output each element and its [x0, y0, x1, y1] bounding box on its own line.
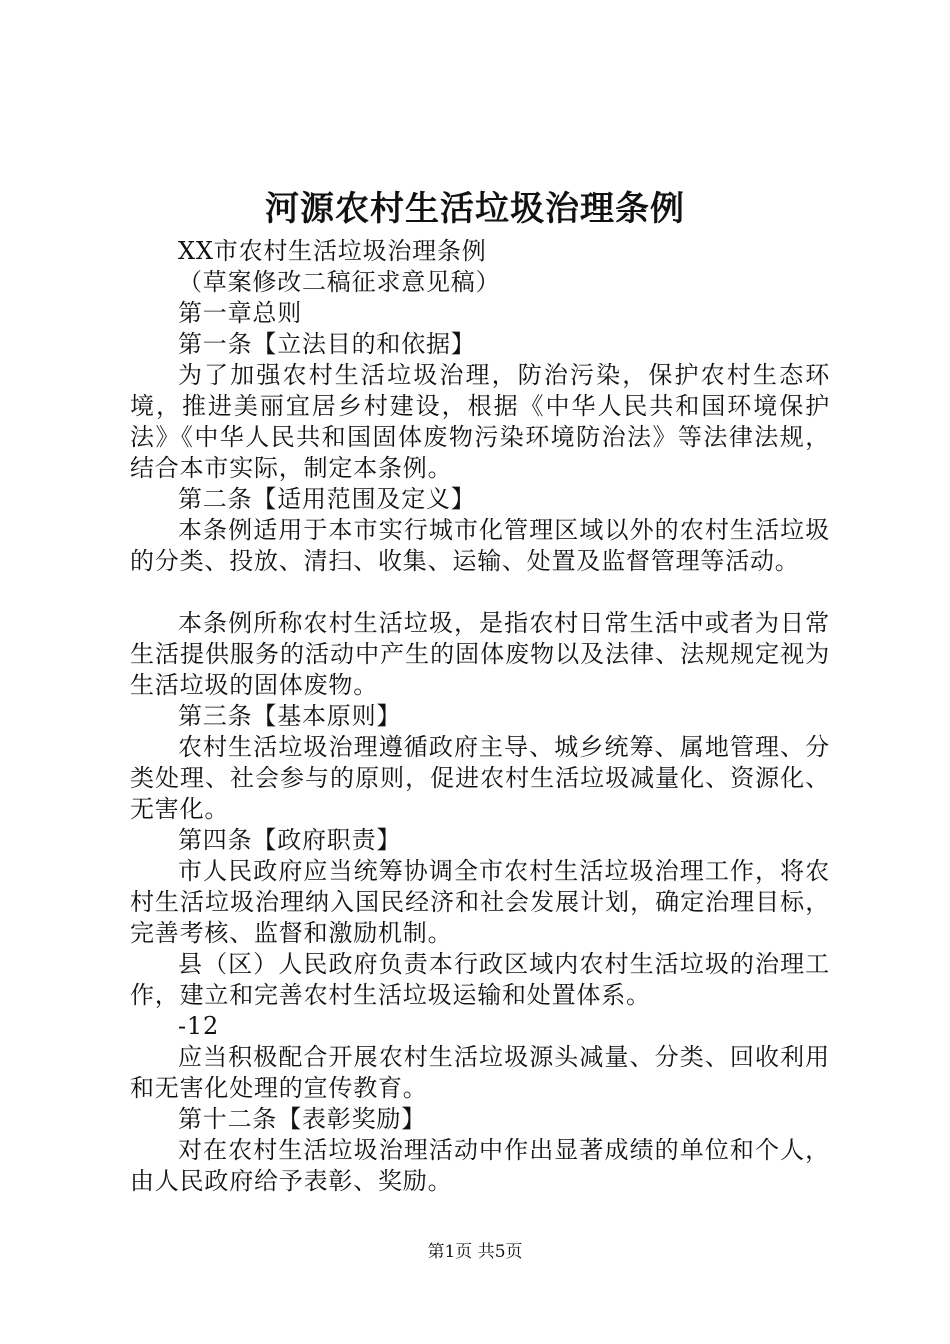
- document-body: [130, 236, 830, 1197]
- article-text: 本条例所称农村生活垃圾，是指农村日常生活中或者为日常生活提供服务的活动中产生的固体废物以及法律、法规规定视为生活垃圾的固体废物。: [130, 609, 830, 699]
- article-heading: 第三条【基本原则】: [178, 702, 402, 730]
- article-text: 县（区）人民政府负责本行政区域内农村生活垃圾的治理工作，建立和完善农村生活垃圾运输和处置体系。: [130, 950, 830, 1009]
- article-heading: 第四条【政府职责】: [178, 826, 402, 854]
- article-text: 应当积极配合开展农村生活垃圾源头减量、分类、回收利用和无害化处理的宣传教育。: [130, 1043, 830, 1102]
- chapter-heading: 第一章总则: [178, 299, 302, 327]
- article-heading: 第一条【立法目的和依据】: [178, 330, 476, 358]
- paragraph-spacer: [130, 577, 830, 608]
- article-heading: 第二条【适用范围及定义】: [178, 485, 476, 513]
- page-fragment-marker: -12: [178, 1012, 220, 1040]
- article-heading: 第十二条【表彰奖励】: [178, 1105, 426, 1133]
- article-text: 为了加强农村生活垃圾治理，防治污染，保护农村生态环境，推进美丽宜居乡村建设，根据《中华人民共和国环境保护法》《中华人民共和国固体废物污染环境防治法》等法律法规，结合本市实际，制定本条例。: [130, 361, 830, 482]
- paragraph-draft-note: （草案修改二稿征求意见稿）: [178, 268, 501, 296]
- paragraph-city-regulation-name: XX市农村生活垃圾治理条例: [178, 237, 487, 265]
- article-text: 本条例适用于本市实行城市化管理区域以外的农村生活垃圾的分类、投放、清扫、收集、运输、处置及监督管理等活动。: [130, 516, 830, 575]
- page-footer: 第1页 共5页: [427, 1242, 523, 1262]
- document-title: 河源农村生活垃圾治理条例: [265, 189, 685, 229]
- article-text: 市人民政府应当统筹协调全市农村生活垃圾治理工作，将农村生活垃圾治理纳入国民经济和社会发展计划，确定治理目标，完善考核、监督和激励机制。: [130, 857, 830, 947]
- article-text: 农村生活垃圾治理遵循政府主导、城乡统筹、属地管理、分类处理、社会参与的原则，促进农村生活垃圾减量化、资源化、无害化。: [130, 733, 830, 823]
- article-text: 对在农村生活垃圾治理活动中作出显著成绩的单位和个人，由人民政府给予表彰、奖励。: [130, 1136, 830, 1195]
